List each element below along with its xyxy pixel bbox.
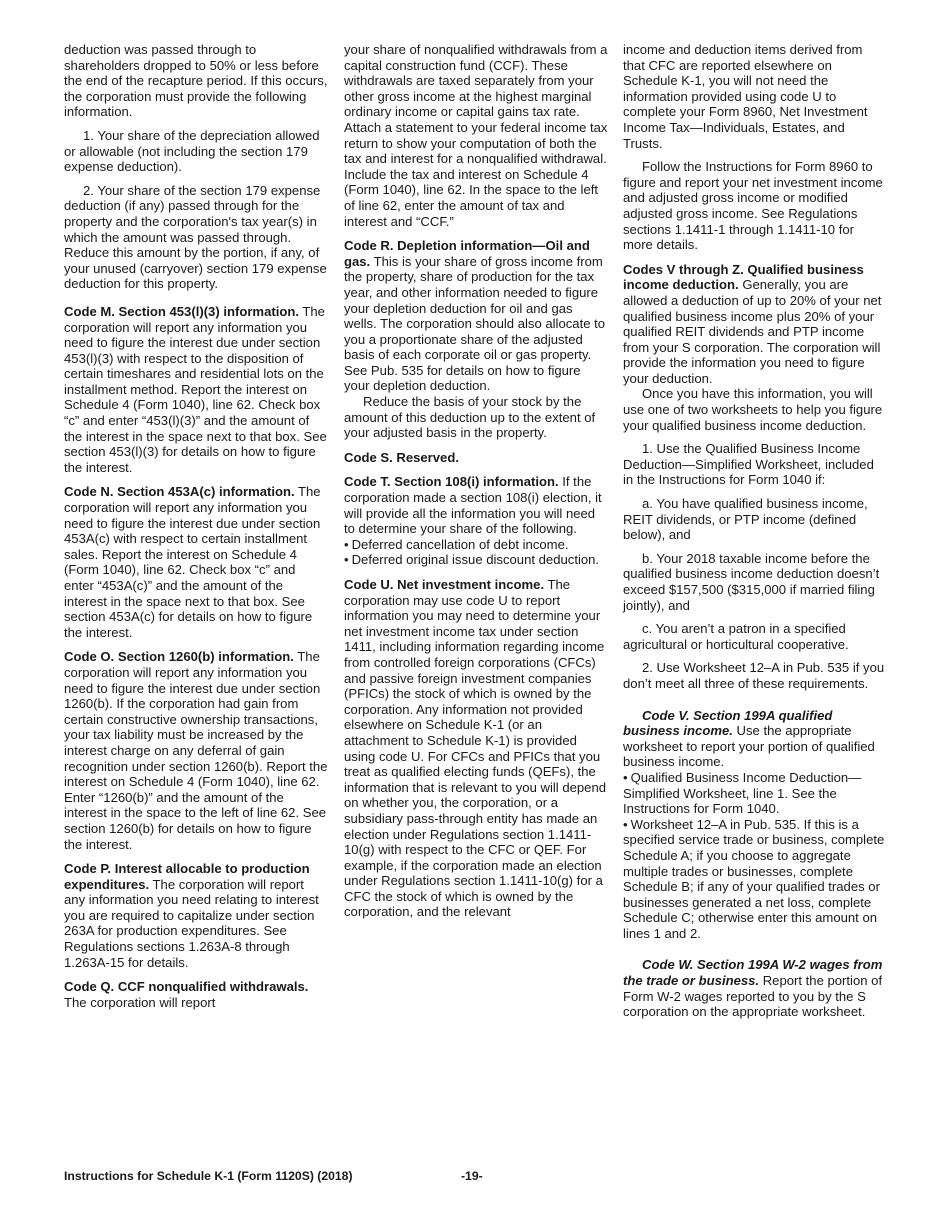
page-number: -19- (461, 1169, 483, 1183)
code-o-body: The corporation will report any information you need to figure the interest due under section 1260(b). If the corporation had gain from certain constructive ownership transactions, your tax liability must be increased by the interest charge on any deferral of gain recognition under section 1260(b). Report the interest on Schedule 4 (Form 1040), line 62. Enter “1260(b)” and the amount of the interest in the space to the left of line 62. See section 1260(b) for details on how to figure the interest. (64, 649, 328, 852)
code-t-body: If the corporation made a section 108(i) election, it will provide all the information you will need to determine your share of the following. (344, 474, 602, 537)
code-w-heading: Code W. Section 199A W-2 wages from the trade or business. (623, 957, 883, 989)
code-t-bullet-2: • Deferred original issue discount deduction. (344, 552, 600, 568)
code-t-bullet-1: • Deferred cancellation of debt income. (344, 536, 569, 552)
code-r-heading: Code R. Depletion information—Oil and gas. (344, 238, 590, 269)
bullet-icon: • (344, 552, 349, 568)
section-codes-v-z (623, 262, 887, 387)
section-code-v (623, 708, 887, 770)
list-item-b: b. Your 2018 taxable income before the qualified business income deduction doesn’t exceed $157,500 ($315,000 if married filing jointly), and (623, 550, 880, 613)
footer-document-title: Instructions for Schedule K-1 (Form 1120S) (2018) (64, 1169, 353, 1183)
list-item-c: c. You aren’t a patron in a specified agricultural or horticultural cooperative. (623, 621, 849, 652)
section-code-m (64, 304, 328, 476)
paragraph-recapture: deduction was passed through to shareholders dropped to 50% or less before the end of the recapture period. If this occurs, the corporation must provide the following information. (64, 42, 328, 120)
paragraph-cfc: income and deduction items derived from that CFC are reported elsewhere on Schedule K-1, you will not need the information provided using code U to complete your Form 8960, Net Investment Income Tax—Individuals, Estates, and Trusts. (623, 42, 868, 151)
code-v-bullet-1: • Qualified Business Income Deduction—Simplified Worksheet, line 1. See the Instructions for Form 1040. (623, 769, 862, 817)
code-n-body: The corporation will report any information you need to figure the interest due under section 453A(c) with respect to certain installment sales. Report the interest on Schedule 4 (Form 1040), line 62. Check box “c” and enter “453A(c)” and the amount of the interest in the space next to that box. See section 453A(c) for details on how to figure the interest. (64, 484, 321, 640)
section-code-q (64, 979, 328, 1010)
bullet-icon: • (344, 536, 349, 552)
paragraph-item-1: 1. Your share of the depreciation allowed or allowable (not including the section 179 expense deduction). (64, 127, 320, 175)
column-middle (344, 42, 608, 920)
code-v-bullet-2: • Worksheet 12–A in Pub. 535. If this is a specified service trade or business, complete Schedule A; if you choose to aggregate multiple trades or businesses, complete Schedule B; if any of your qualified trades or businesses generated a net loss, complete Schedule C; otherwise enter this amount on lines 1 and 2. (623, 816, 885, 941)
section-code-p (64, 861, 328, 970)
section-code-o (64, 649, 328, 852)
section-code-n (64, 484, 328, 640)
list-item-2: 2. Use Worksheet 12–A in Pub. 535 if you don’t meet all three of these requirements. (623, 660, 885, 691)
paragraph-reduce-basis: Reduce the basis of your stock by the amount of this deduction up to the extent of your adjusted basis in the property. (344, 394, 596, 441)
code-s-heading: Code S. Reserved. (344, 449, 459, 465)
code-n-heading: Code N. Section 453A(c) information. (64, 484, 295, 500)
paragraph-ccf: your share of nonqualified withdrawals from a capital construction fund (CCF). These withdrawals are taxed separately from your other gross income at the highest marginal ordinary income or capital gains tax rate. Attach a statement to your federal income tax return to show your computation of both the tax and interest for a nonqualified withdrawal. Include the tax and interest on Schedule 4 (Form 1040), line 62. In the space to the left of line 62, enter the amount of tax and interest and “CCF.” (344, 42, 608, 229)
code-p-body: The corporation will report any information you need relating to interest you are required to capitalize under section 263A for production expenditures. See Regulations sections 1.263A-8 through 1.263A-15 for details. (64, 876, 319, 970)
code-m-body: The corporation will report any information you need to figure the interest due under section 453(l)(3) with respect to the disposition of certain timeshares and residential lots on the installment method. Report the interest on Schedule 4 (Form 1040), line 62. Check box “c” and enter “453(l)(3)” and the amount of the interest in the space next to that box. See section 453(l)(3) for details on how to figure the interest. (64, 303, 327, 475)
code-p-heading: Code P. Interest allocable to production expenditures. (64, 861, 310, 892)
codes-v-z-heading: Codes V through Z. Qualified business income deduction. (623, 261, 864, 293)
code-q-heading: Code Q. CCF nonqualified withdrawals. (64, 979, 309, 995)
list-item-1: 1. Use the Qualified Business Income Deduction—Simplified Worksheet, included in the Instructions for Form 1040 if: (623, 441, 874, 488)
code-m-heading: Code M. Section 453(l)(3) information. (64, 303, 299, 319)
column-left (64, 42, 328, 1010)
codes-v-z-body: Generally, you are allowed a deduction of up to 20% of your net qualified business income plus 20% of your qualified REIT dividends and PTP income from your S corporation. The corporation will provide the information you need to figure your deduction. (623, 277, 882, 386)
code-t-heading: Code T. Section 108(i) information. (344, 474, 559, 490)
section-code-u (344, 577, 608, 920)
section-code-t (344, 474, 608, 536)
bullet-icon: • (623, 816, 628, 832)
column-right (623, 42, 887, 1020)
paragraph-form-8960: Follow the Instructions for Form 8960 to figure and report your net investment income and adjusted gross income or modified adjusted gross income. See Regulations sections 1.1411-1 through 1.1411-10 for more details. (623, 159, 883, 253)
code-o-heading: Code O. Section 1260(b) information. (64, 649, 294, 665)
code-w-body: Report the portion of Form W-2 wages reported to you by the S corporation on the appropriate worksheet. (623, 973, 883, 1020)
section-code-w (623, 957, 887, 1019)
paragraph-worksheets: Once you have this information, you will use one of two worksheets to help you figure your qualified business income deduction. (623, 386, 883, 433)
code-u-heading: Code U. Net investment income. (344, 577, 545, 592)
code-v-body: Use the appropriate worksheet to report your portion of qualified business income. (623, 723, 875, 770)
list-item-a: a. You have qualified business income, REIT dividends, or PTP income (defined below), and (623, 496, 868, 543)
code-v-heading: Code V. Section 199A qualified business income. (623, 707, 833, 739)
bullet-icon: • (623, 769, 628, 785)
paragraph-item-2: 2. Your share of the section 179 expense deduction (if any) passed through for the property and the corporation's tax year(s) in which the amount was passed through. Reduce this amount by the portion, if any, of your unused (carryover) section 179 expense deduction for this property. (64, 182, 327, 292)
code-r-body: This is your share of gross income from the property, share of production for the tax year, and other information needed to figure your depletion deduction for oil and gas wells. The corporation should also allocate to you a proportionate share of the adjusted basis of each corporate oil or gas property. See Pub. 535 for details on how to figure your depletion deduction. (344, 253, 606, 394)
section-code-r (344, 238, 608, 394)
code-q-body: The corporation will report (64, 994, 216, 1010)
code-u-body: The corporation may use code U to report information you may need to determine your net investment income tax under section 1411, including information regarding income from controlled foreign corporations (CFCs) and passive foreign investment companies (PFICs) the stock of which is owned by the corporation. Any information not provided elsewhere on Schedule K-1 (or an attachment to Schedule K-1) is provided using code U. For CFCs and PFICs that you treat as qualified electing funds (QEFs), the information that is relevant to you will depend on whether you, the corporation, or a subsidiary pass-through entity has made an election under Regulations section 1.1411-10(g) with respect to the CFC or QEF. For example, if the corporation made an election under Regulations section 1.1411-10(g) for a CFC the stock of which is owned by the corporation, and the relevant (344, 577, 607, 920)
